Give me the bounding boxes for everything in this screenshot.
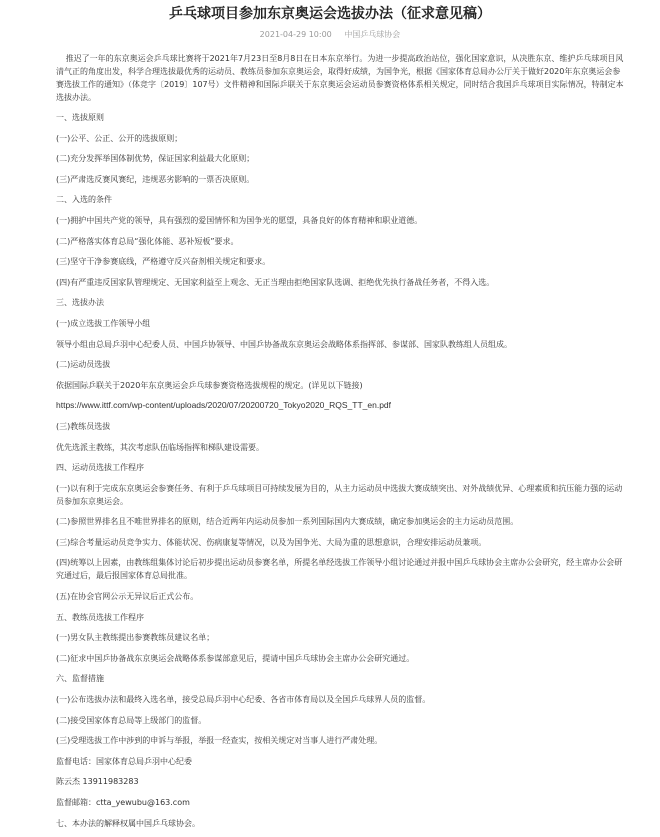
body-line: (三)综合考量运动员竞争实力、体能状况、伤病康复等情况，以及为国争光、大局为重的思想意识，合理安排运动员兼项。	[56, 537, 487, 547]
section-heading: 四、运动员选拔工作程序	[56, 463, 144, 473]
supervision-contact: 陈云杰 13911983283	[56, 777, 139, 787]
body-line: (一)公平、公正、公开的选拔原则；	[56, 133, 183, 143]
body-line: (三)受理选拔工作中涉到的申诉与举报，举报一经查实，按相关规定对当事人进行严肃处理。	[56, 736, 383, 746]
article-meta	[0, 28, 660, 42]
body-line: (二)运动员选拔	[56, 360, 111, 370]
body-line: (三)教练员选拔	[56, 421, 111, 431]
article-body	[56, 52, 626, 837]
section-heading: 七、本办法的解释权属中国乒乓球协会。	[56, 818, 200, 828]
body-line: (二)充分发挥举国体制优势，保证国家利益最大化原则；	[56, 154, 255, 164]
body-paragraph: (四)统筹以上因素，由教练组集体讨论后初步提出运动员参赛名单，所提名单经选拔工作领导小组讨论通过并报中国乒乓球协会主席办公会研究，经主席办公会研究通过后，最后报国家体育总局批准。	[56, 558, 623, 581]
body-line: (一)男女队主教练提出参赛教练员建议名单；	[56, 633, 215, 643]
rules-link[interactable]: https://www.ittf.com/wp-content/uploads/2020/07/20200720_Tokyo2020_RQS_TT_en.pdf	[56, 400, 392, 411]
body-line: 优先选派主教练，其次考虑队伍临场指挥和梯队建设需要。	[56, 442, 264, 452]
body-line: (四)有严重违反国家队管理规定、无国家利益至上观念、无正当理由拒绝国家队选调、拒绝优先执行备战任务者，不得入选。	[56, 277, 495, 287]
supervision-email[interactable]: 监督邮箱：ctta_yewubu@163.com	[56, 798, 190, 807]
body-paragraph: (一)以有利于完成东京奥运会参赛任务、有利于乒乓球项目可持续发展为目的，从主力运动员中选拔大赛成绩突出、对外战绩优异、心理素质和抗压能力强的运动员参加东京奥运会。	[56, 483, 623, 506]
body-line: (五)在协会官网公示无异议后正式公布。	[56, 592, 199, 602]
article-source: 中国乒乓球协会	[344, 30, 401, 39]
body-line: (一)公布选拔办法和最终入选名单，接受总局乒羽中心纪委、各省市体育局以及全国乒乓球界人员的监督。	[56, 695, 431, 705]
section-heading: 一、选拔原则	[56, 113, 104, 122]
body-line: (二)征求中国乒协备战东京奥运会战略体系参谋部意见后，提请中国乒乓球协会主席办公会研究通过。	[56, 653, 415, 663]
supervision-phone: 监督电话：国家体育总局乒羽中心纪委	[56, 756, 192, 766]
body-line: (三)坚守干净参赛底线，严格遵守反兴奋剂相关规定和要求。	[56, 257, 271, 267]
section-heading: 二、入选的条件	[56, 195, 112, 205]
body-line: 领导小组由总局乒羽中心纪委人员、中国乒协领导、中国乒协备战东京奥运会战略体系指挥部、参谋部、国家队教练组人员组成。	[56, 339, 512, 349]
section-heading: 三、选拔办法	[56, 298, 104, 308]
body-line: (三)严肃选反赛风赛纪，违规恶劣影响的一票否决原则。	[56, 174, 255, 184]
section-heading: 六、监督措施	[56, 674, 104, 684]
body-line: (二)严格落实体育总局“强化体能、恶补短板”要求。	[56, 236, 239, 246]
section-heading: 五、教练员选拔工作程序	[56, 612, 144, 622]
article-title: 乒乓球项目参加东京奥运会选拔办法（征求意见稿）	[169, 6, 491, 22]
body-line: (二)接受国家体育总局等上级部门的监督。	[56, 715, 207, 725]
article-date: 2021-04-29 10:00	[259, 30, 332, 39]
intro-paragraph: 推迟了一年的东京奥运会乒乓球比赛将于2021年7月23日至8月8日在日本东京举行。为进一步提高政治站位，强化国家意识，从决胜东京、维护乒乓球项目风清气正的角度出发，科学合理选拔最优秀的运动员、教练员参加东京奥运会，取得好成绩，为国争光，根据《国家体育总局办公厅关于做好2020年东京奥运会参赛选拔工作的通知》（体竞字〔2019〕107号）文件精神和国际乒联关于东京奥运会运动员参赛资格体系相关规定，同时结合我国乒乓球项目实际情况，特制定本选拔办法。	[56, 54, 624, 102]
body-line: (一)拥护中国共产党的领导，具有强烈的爱国情怀和为国争光的愿望，具备良好的体育精神和职业道德。	[56, 215, 423, 225]
body-line: (二)参照世界排名且不唯世界排名的原则，结合近两年内运动员参加一系列国际国内大赛成绩，确定参加奥运会的主力运动员范围。	[56, 517, 519, 527]
body-line: (一)成立选拔工作领导小组	[56, 318, 151, 328]
body-line: 依据国际乒联关于2020年东京奥运会乒乓球参赛资格选拔规程的规定。(详见以下链接)	[56, 380, 363, 390]
